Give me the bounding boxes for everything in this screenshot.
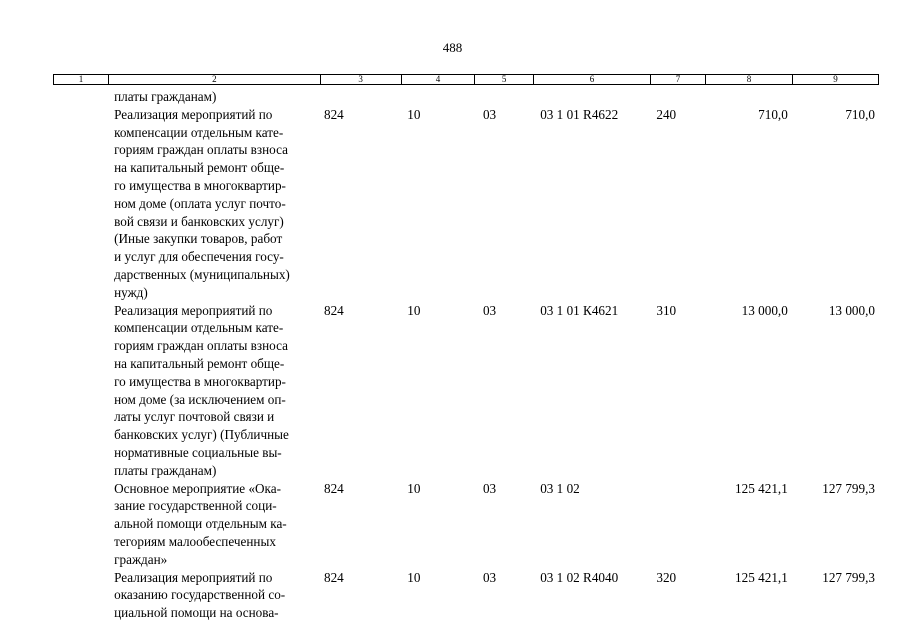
page-number: 488: [442, 40, 463, 55]
description-line: на капитальный ремонт обще-: [114, 160, 285, 176]
cell-c3: 824: [323, 302, 344, 318]
table-row: [53, 480, 879, 569]
cell-c6: 03 1 01 R4622: [540, 106, 619, 122]
description-line: латы услуг почтовой связи и: [114, 409, 275, 425]
description-line: оказанию государственной со-: [114, 587, 286, 603]
table-row: [53, 106, 879, 302]
cell-c9: 710,0: [845, 106, 875, 122]
cell-c9: [794, 88, 879, 106]
cell-c7: 310: [656, 302, 677, 318]
cell-c7: 320: [656, 569, 677, 585]
description-line: нужд): [114, 284, 148, 300]
column-header-7: 7: [651, 75, 706, 84]
description-line: ном доме (за исключением оп-: [114, 391, 286, 407]
description-line: компенсации отдельным кате-: [114, 124, 284, 140]
description-line: го имущества в многоквартир-: [114, 177, 286, 193]
cell-c9: 13 000,0: [828, 302, 875, 318]
cell-c5: [475, 88, 534, 106]
cell-col1: [53, 106, 108, 302]
description-line: Реализация мероприятий по: [114, 302, 273, 318]
cell-c5: 03: [482, 480, 497, 496]
table-body: [53, 88, 879, 622]
cell-c7: [651, 88, 706, 106]
cell-c9: 127 799,3: [822, 480, 875, 496]
cell-c4: 10: [407, 106, 421, 122]
description-line: альной помощи отдельным ка-: [114, 516, 287, 532]
cell-c4: 10: [407, 480, 421, 496]
cell-c6: [534, 88, 651, 106]
cell-c8: 13 000,0: [741, 302, 788, 318]
cell-col1: [53, 302, 108, 480]
cell-c8: 710,0: [758, 106, 788, 122]
cell-c3: 824: [323, 480, 344, 496]
description-line: (Иные закупки товаров, работ: [114, 231, 283, 247]
description-line: гориям граждан оплаты взноса: [114, 142, 288, 158]
cell-c4: 10: [407, 302, 421, 318]
cell-c6: 03 1 02 R4040: [540, 569, 619, 585]
table-row: [53, 302, 879, 480]
column-header-4: 4: [402, 75, 475, 84]
cell-col1: [53, 569, 108, 622]
column-header-9: 9: [833, 74, 838, 84]
description-line: Основное мероприятие «Ока-: [114, 480, 282, 496]
cell-c8: [707, 88, 794, 106]
cell-c3: [320, 88, 401, 106]
cell-c5: 03: [482, 302, 497, 318]
cell-c8: 125 421,1: [735, 569, 788, 585]
column-header-5: 5: [475, 75, 534, 84]
description-line: платы гражданам): [114, 89, 217, 104]
description-line: компенсации отдельным кате-: [114, 320, 284, 336]
cell-c5: 03: [482, 106, 497, 122]
cell-col1: [53, 480, 108, 569]
cell-c8: 125 421,1: [735, 480, 788, 496]
cell-c4: 10: [407, 569, 421, 585]
cell-description: [108, 302, 320, 480]
cell-c4: [401, 88, 475, 106]
description-line: нормативные социальные вы-: [114, 444, 282, 460]
description-line: дарственных (муниципальных): [114, 266, 290, 282]
column-header-6: 6: [534, 75, 651, 84]
description-line: и услуг для обеспечения госу-: [114, 249, 284, 265]
cell-c7: [651, 480, 706, 569]
cell-c3: 824: [323, 106, 344, 122]
description-line: Реализация мероприятий по: [114, 106, 273, 122]
description-line: зание государственной соци-: [114, 498, 277, 514]
cell-description: [108, 569, 320, 622]
cell-description: [108, 88, 320, 106]
column-header-8: 8: [706, 75, 793, 84]
cell-description: [108, 106, 320, 302]
table-header: [53, 74, 879, 85]
description-line: Реализация мероприятий по: [114, 569, 273, 585]
cell-c3: 824: [323, 569, 344, 585]
cell-c6: 03 1 01 К4621: [540, 302, 619, 318]
description-line: гориям граждан оплаты взноса: [114, 338, 288, 354]
description-line: на капитальный ремонт обще-: [114, 355, 285, 371]
cell-c7: 240: [656, 106, 677, 122]
description-line: банковских услуг) (Публичные: [114, 427, 289, 443]
table-row: [53, 569, 879, 622]
table-row: [53, 88, 879, 106]
column-header-3: 3: [321, 75, 402, 84]
cell-c6: 03 1 02: [540, 480, 580, 496]
cell-description: [108, 480, 320, 569]
column-header-1: 1: [54, 75, 109, 84]
cell-c9: 127 799,3: [822, 569, 875, 585]
cell-c5: 03: [482, 569, 497, 585]
description-line: циальной помощи на основа-: [114, 605, 279, 621]
description-line: го имущества в многоквартир-: [114, 373, 286, 389]
description-line: ном доме (оплата услуг почто-: [114, 195, 286, 211]
description-line: тегориям малообеспеченных: [114, 533, 276, 549]
cell-col1: [53, 88, 108, 106]
description-line: граждан»: [114, 551, 168, 567]
description-line: платы гражданам): [114, 462, 217, 478]
description-line: вой связи и банковских услуг): [114, 213, 284, 229]
column-header-2: 2: [109, 75, 321, 84]
